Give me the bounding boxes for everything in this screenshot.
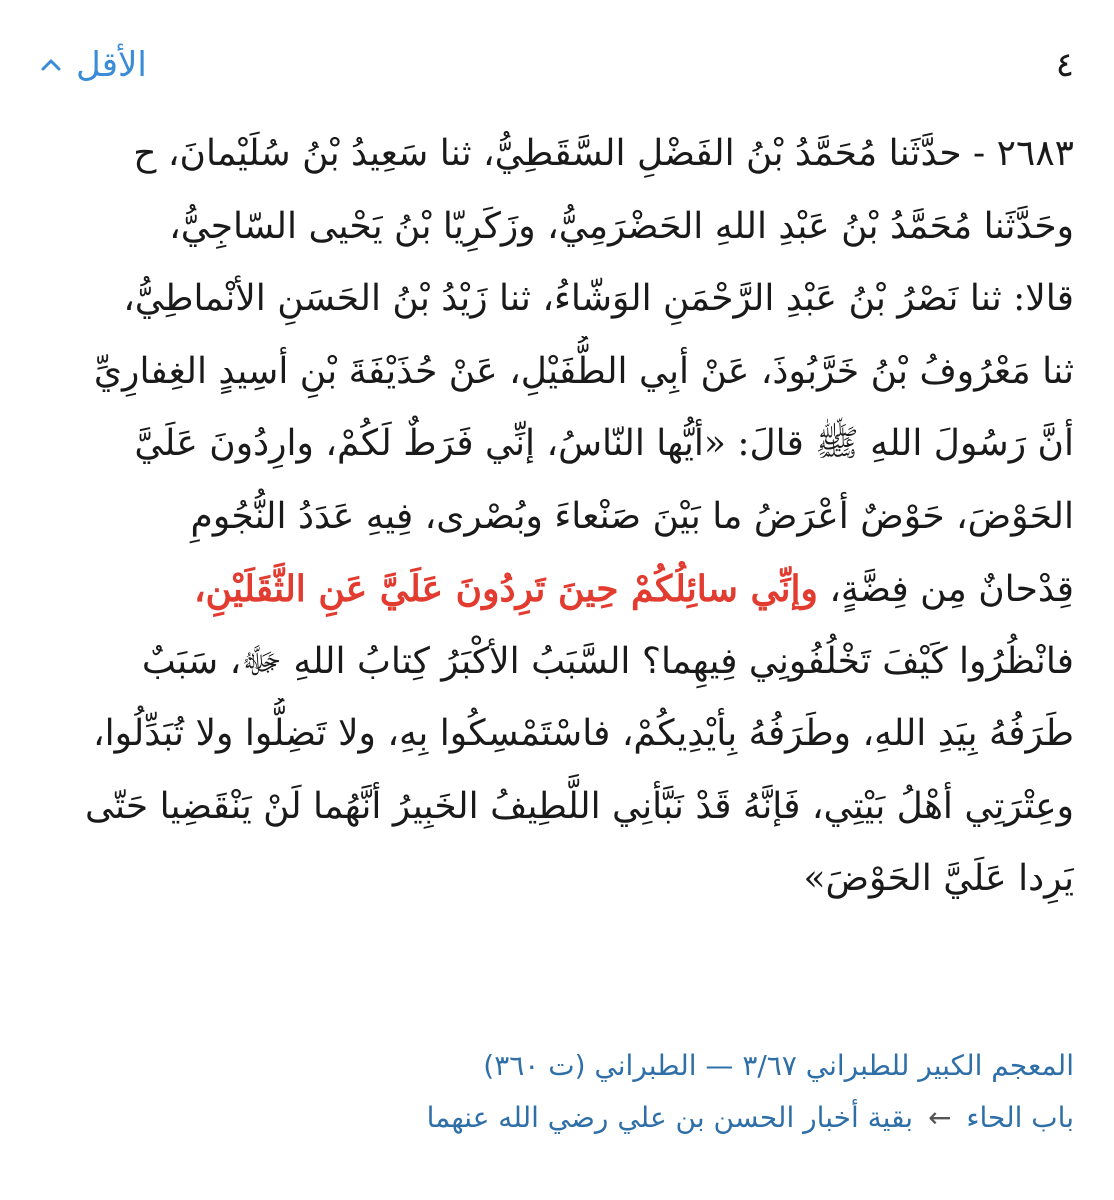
top-bar [40, 30, 1074, 100]
breadcrumb-chapter[interactable]: باب الحاء [966, 1101, 1074, 1134]
hadith-plain-segment: قِدْحانٌ مِن فِضَّةٍ، [829, 569, 1074, 610]
hadith-line: قالا: ثنا نَصْرُ بْنُ عَبْدِ الرَّحْمَنِ الوَشّاءُ، ثنا زَيْدُ بْنُ الحَسَنِ الأنْماطِيُّ، [123, 278, 1074, 319]
hadith-text [40, 118, 1074, 916]
hadith-line-highlighted [40, 553, 1074, 626]
highlighted-phrase: وإنِّي سائِلُكُمْ حِينَ تَرِدُونَ عَلَيَّ عَنِ الثَّقَلَيْنِ، [193, 568, 818, 610]
hadith-line: يَرِدا عَلَيَّ الحَوْضَ» [803, 858, 1074, 899]
hadith-line: فانْظُرُوا كَيْفَ تَخْلُفُونِي فِيهِما؟ السَّبَبُ الأكْبَرُ كِتابُ اللهِ ﷻ، سَبَبٌ [141, 640, 1074, 682]
source-book-link[interactable]: المعجم الكبير للطبراني ٣/٦٧ — الطبراني (ت ٣٦٠) [483, 1049, 1074, 1082]
source-breadcrumb [40, 1092, 1074, 1144]
collapse-toggle-button[interactable] [40, 45, 147, 85]
arrow-left-icon: ← [927, 1101, 952, 1134]
hadith-line: وحَدَّثَنا مُحَمَّدُ بْنُ عَبْدِ اللهِ الحَضْرَمِيُّ، وزَكَرِيّا بْنُ يَحْيى السّاجِيُّ، [169, 205, 1074, 247]
hadith-line: ثنا مَعْرُوفُ بْنُ خَرَّبُوذَ، عَنْ أبِي الطُّفَيْلِ، عَنْ حُذَيْفَةَ بْنِ أسِيدٍ الغِفارِيِّ [93, 350, 1074, 392]
source-reference [40, 1040, 1074, 1144]
hadith-line: طَرَفُهُ بِيَدِ اللهِ، وطَرَفُهُ بِأيْدِيكُمْ، فاسْتَمْسِكُوا بِهِ، ولا تَضِلُّوا ولا تُبَدِّلُوا، [93, 713, 1074, 754]
hadith-line: ٢٦٨٣ - حدَّثَنا مُحَمَّدُ بْنُ الفَضْلِ السَّقَطِيُّ، ثنا سَعِيدُ بْنُ سُلَيْمانَ، ح [133, 133, 1074, 174]
hadith-line: أنَّ رَسُولَ اللهِ ﷺ قالَ: «أيُّها النّاسُ، إنِّي فَرَطٌ لَكُمْ، وارِدُونَ عَلَيَّ [134, 423, 1074, 464]
chevron-up-icon [40, 54, 62, 76]
hadith-line: الحَوْضَ، حَوْضٌ أعْرَضُ ما بَيْنَ صَنْعاءَ وبُصْرى، فِيهِ عَدَدُ النُّجُومِ [190, 495, 1074, 537]
breadcrumb-section[interactable]: بقية أخبار الحسن بن علي رضي الله عنهما [426, 1101, 914, 1134]
page-number: ٤ [1055, 45, 1074, 85]
hadith-line: وعِتْرَتِي أهْلُ بَيْتِي، فَإنَّهُ قَدْ نَبَّأنِي اللَّطِيفُ الخَبِيرُ أنَّهُما لَنْ يَنْقَضِيا حَتّى [85, 785, 1074, 827]
collapse-label: الأقل [76, 45, 147, 85]
